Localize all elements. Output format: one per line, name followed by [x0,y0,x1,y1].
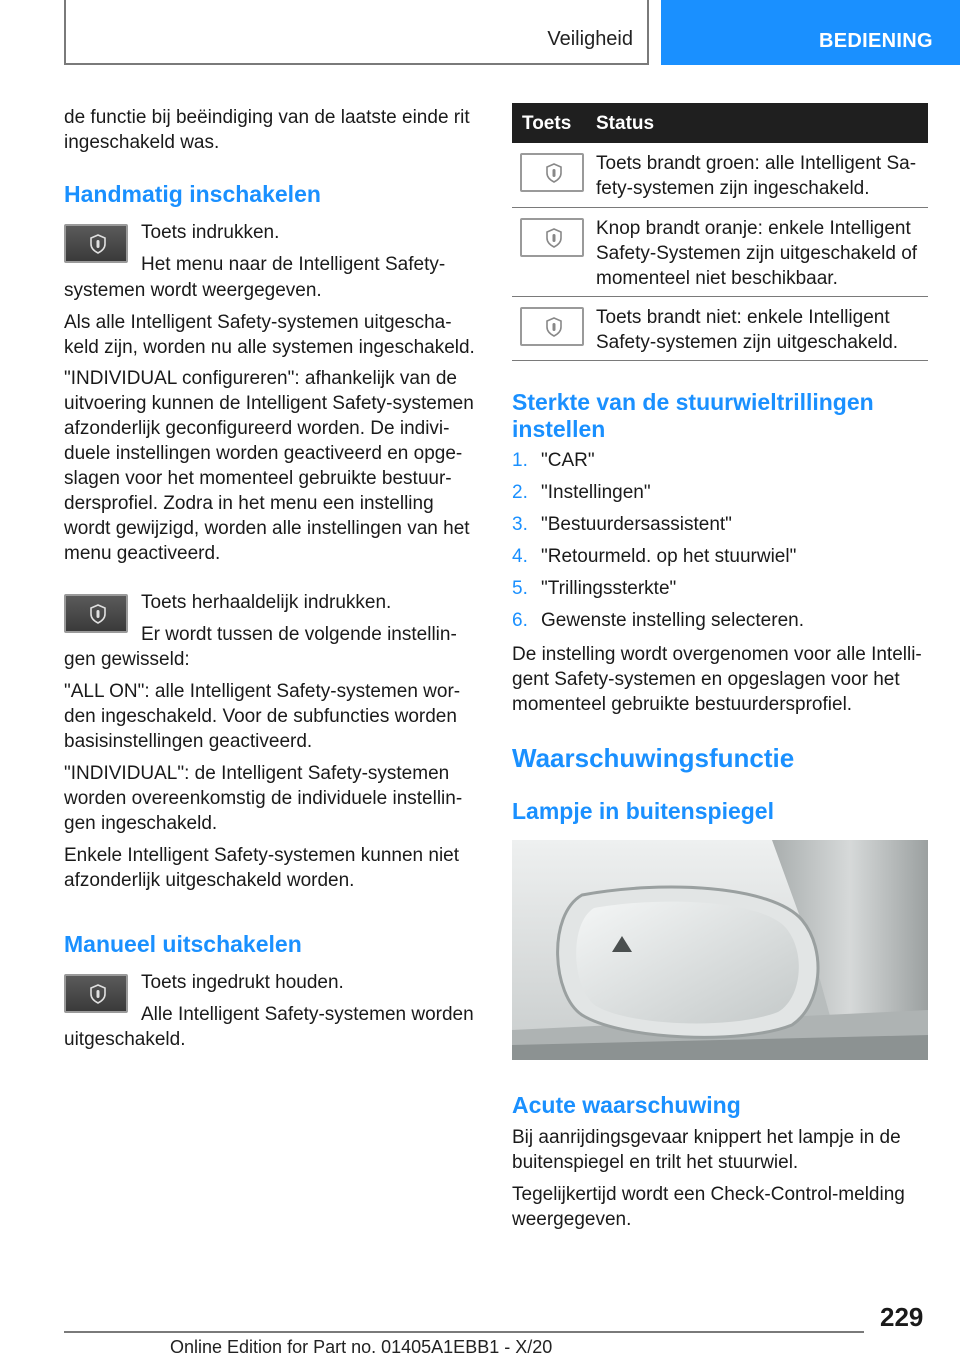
intro-line: ingeschakeld was. [64,132,220,153]
row-text: Toets brandt niet: enkele Intelligent [596,307,890,328]
text-line: "INDIVIDUAL configureren": afhankelijk van de [64,368,457,389]
step-text: Gewenste instelling selecteren. [541,610,804,631]
text-line: Alle Intelligent Safety-systemen worden [141,1004,474,1025]
step-number: 6. [512,610,528,631]
step-text: "Bestuurdersassistent" [541,514,732,535]
text-line: menu geactiveerd. [64,543,221,564]
status-table [512,103,928,361]
text-line: buitenspiegel en trilt het stuurwiel. [512,1152,799,1173]
step-number: 4. [512,546,528,567]
intro-line: de functie bij beëindiging van de laatste einde rit [64,107,470,128]
text-line: gen gewisseld: [64,649,190,670]
section-title: Veiligheid [547,28,633,50]
text-line: afzonderlijk uitgeschakeld worden. [64,870,355,891]
text-line: "ALL ON": alle Intelligent Safety-systemen wor- [64,681,461,702]
text-line: Toets herhaaldelijk indrukken. [141,592,392,613]
mirror-illustration [512,840,928,1060]
chapter-title: BEDIENING [819,30,933,52]
row-text: Safety-Systemen zijn uitgeschakeld of [596,243,918,264]
edition-text: Online Edition for Part no. 01405A1EBB1 - X/20 [170,1337,553,1357]
text-line: slagen voor het momenteel gebruikte bestuur- [64,468,452,489]
safety-button-icon [64,224,128,263]
footer-divider [64,1331,864,1333]
heading-strength: instellen [512,416,606,442]
table-header [512,103,928,143]
table-row [512,143,928,208]
step-text: "Instellingen" [541,482,651,503]
page-number: 229 [880,1302,924,1332]
header-chapter-box [661,0,960,65]
table-row [512,208,928,297]
step-text: "Retourmeld. op het stuurwiel" [541,546,797,567]
text-line: duele instellingen worden geactiveerd en opge- [64,443,463,464]
table-row [512,297,928,361]
heading-warning: Waarschuwingsfunctie [512,743,795,773]
row-text: fety-systemen zijn ingeschakeld. [596,178,870,199]
button-unlit-icon [520,307,584,346]
text-line: uitvoering kunnen de Intelligent Safety-systemen [64,393,474,414]
text-line: uitgeschakeld. [64,1029,186,1050]
step-text: "Trillingssterkte" [541,578,677,599]
text-line: gent Safety-systemen en opgeslagen voor het [512,669,900,690]
heading-lamp: Lampje in buitenspiegel [512,798,774,824]
col-header-key: Toets [522,113,572,134]
header-section-box [64,0,649,65]
text-line: keld zijn, worden nu alle systemen ingeschakeld. [64,337,475,358]
text-line: worden overeenkomstig de individuele instellin- [64,788,463,809]
heading-manual-off: Manueel uitschakelen [64,931,302,957]
heading-strength: Sterkte van de stuurwieltrillingen [512,389,874,415]
text-line: Bij aanrijdingsgevaar knippert het lampje in de [512,1127,901,1148]
button-lit-green-icon [520,153,584,192]
row-text: Knop brandt oranje: enkele Intelligent [596,218,911,239]
step-number: 2. [512,482,528,503]
step-number: 1. [512,450,528,471]
safety-button-icon [64,974,128,1013]
text-line: dersprofiel. Zodra in het menu een instelling [64,493,434,514]
text-line: momenteel gebruikte bestuurdersprofiel. [512,694,853,715]
row-text: momenteel niet beschikbaar. [596,268,838,289]
text-line: Toets indrukken. [141,222,280,243]
text-line: weergegeven. [512,1209,632,1230]
safety-button-icon [64,594,128,633]
button-lit-orange-icon [520,218,584,257]
text-line: Tegelijkertijd wordt een Check-Control-melding [512,1184,905,1205]
text-line: Enkele Intelligent Safety-systemen kunnen niet [64,845,460,866]
text-line: wordt gewijzigd, worden alle instellingen van het [64,518,470,539]
steps-list [512,450,928,640]
step-text: "CAR" [541,450,595,471]
text-line: Als alle Intelligent Safety-systemen uitgescha- [64,312,452,333]
text-line: "INDIVIDUAL": de Intelligent Safety-systemen [64,763,450,784]
row-text: Safety-systemen zijn uitgeschakeld. [596,332,899,353]
text-line: Het menu naar de Intelligent Safety- [141,254,446,275]
text-line: basisinstellingen geactiveerd. [64,731,313,752]
col-header-status: Status [596,113,655,134]
text-line: Er wordt tussen de volgende instellin- [141,624,457,645]
step-number: 3. [512,514,528,535]
text-line: systemen wordt weergegeven. [64,280,322,301]
row-text: Toets brandt groen: alle Intelligent Sa- [596,153,917,174]
text-line: afzonderlijk geconfigureerd worden. De indivi- [64,418,450,439]
text-line: Toets ingedrukt houden. [141,972,344,993]
heading-acute: Acute waarschuwing [512,1092,741,1118]
text-line: De instelling wordt overgenomen voor alle Intelli- [512,644,922,665]
heading-manual-on: Handmatig inschakelen [64,181,321,207]
text-line: gen ingeschakeld. [64,813,218,834]
step-number: 5. [512,578,528,599]
text-line: den ingeschakeld. Voor de subfuncties worden [64,706,457,727]
